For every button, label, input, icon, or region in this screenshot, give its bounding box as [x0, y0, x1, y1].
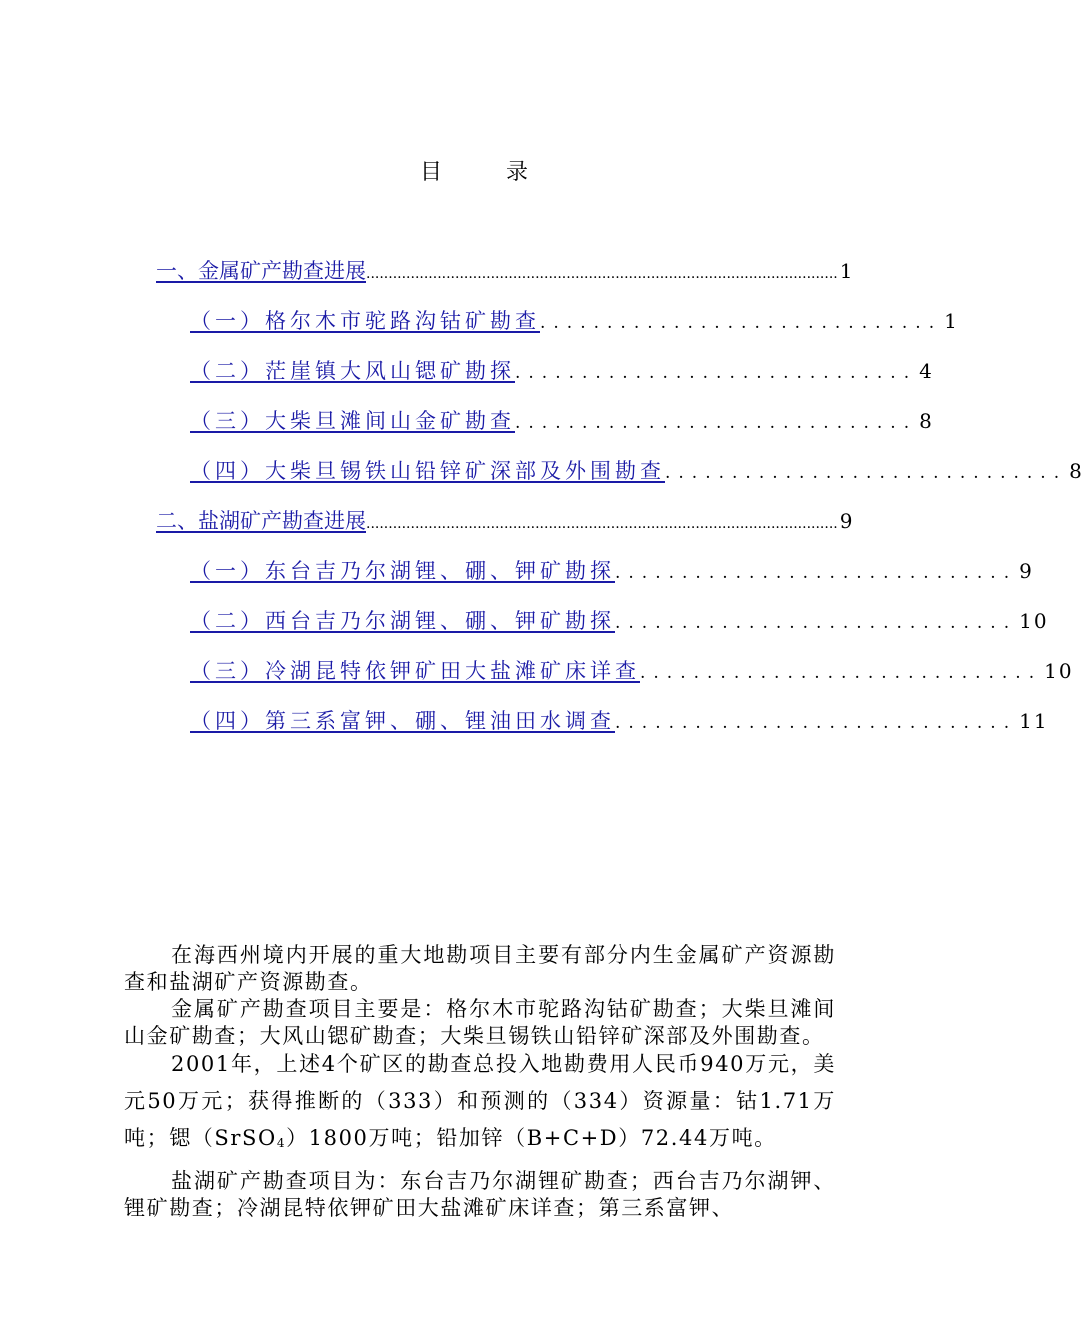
toc-page-number: 4	[919, 359, 934, 383]
toc-page-number: 1	[839, 259, 855, 283]
toc-leader: ..............................	[515, 363, 918, 383]
toc-link[interactable]: （三）大柴旦滩间山金矿勘查	[190, 409, 515, 433]
toc-entry[interactable]	[156, 505, 855, 545]
toc-link[interactable]: （一）格尔木市驼路沟钴矿勘查	[190, 309, 540, 333]
subscript: 4	[276, 1136, 287, 1150]
page-title	[0, 155, 950, 186]
toc-entry[interactable]	[190, 355, 934, 395]
paragraph: 金属矿产勘查项目主要是：格尔木市驼路沟钴矿勘查；大柴旦滩间山金矿勘查；大风山锶矿勘查；大柴旦锡铁山铅锌矿深部及外围勘查。	[124, 997, 836, 1048]
toc-leader: ..............................	[515, 413, 918, 433]
toc-page-number: 9	[839, 509, 855, 533]
toc-link[interactable]: （二）西台吉乃尔湖锂、硼、钾矿勘探	[190, 609, 615, 633]
toc-leader: ..............................	[615, 713, 1018, 733]
toc-link[interactable]: （三）冷湖昆特依钾矿田大盐滩矿床详查	[190, 659, 640, 683]
toc-page-number: 8	[919, 409, 934, 433]
paragraph	[124, 1046, 836, 1162]
toc-leader: ..........................................................................................................	[366, 266, 838, 282]
toc-entry[interactable]	[190, 605, 1049, 645]
toc-page-number: 8	[1069, 459, 1084, 483]
toc-link[interactable]: 一、金属矿产勘查进展	[156, 259, 366, 283]
paragraph: 盐湖矿产勘查项目为：东台吉乃尔湖锂矿勘查；西台吉乃尔湖钾、锂矿勘查；冷湖昆特依钾矿田大盐滩矿床详查；第三系富钾、	[124, 1169, 836, 1220]
paragraph-text: 2001年，上述4个矿区的勘查总投入地勘费用人民币940万元，美元50万元；获得推断的（333）和预测的（334）资源量：钴1.71万吨；锶（SrSO	[124, 1052, 836, 1150]
toc-link[interactable]: （一）东台吉乃尔湖锂、硼、钾矿勘探	[190, 559, 615, 583]
toc-entry[interactable]	[190, 405, 934, 445]
title-part-2: 录	[506, 160, 531, 185]
paragraph: 在海西州境内开展的重大地勘项目主要有部分内生金属矿产资源勘查和盐湖矿产资源勘查。	[124, 943, 836, 994]
toc-leader: ..............................	[615, 563, 1018, 583]
toc-entry[interactable]	[190, 555, 1034, 595]
toc-page-number: 9	[1019, 559, 1034, 583]
toc-page-number: 11	[1019, 709, 1049, 733]
toc-entry[interactable]	[190, 705, 1049, 745]
toc-page-number: 10	[1044, 659, 1074, 683]
toc-link[interactable]: （二）茫崖镇大风山锶矿勘探	[190, 359, 515, 383]
paragraph-text: ）1800万吨；铅加锌（B+C+D）72.44万吨。	[286, 1126, 777, 1150]
toc-leader: ..........................................................................................................	[366, 516, 838, 532]
toc-page-number: 10	[1019, 609, 1049, 633]
toc-leader: ..............................	[615, 613, 1018, 633]
toc-link[interactable]: （四）第三系富钾、硼、锂油田水调查	[190, 709, 615, 733]
toc-leader: ..............................	[640, 663, 1043, 683]
title-part-1: 目	[419, 160, 444, 185]
toc-entry[interactable]	[190, 305, 959, 345]
toc-entry[interactable]	[190, 655, 1074, 695]
body-text	[124, 942, 836, 1222]
toc-link[interactable]: （四）大柴旦锡铁山铅锌矿深部及外围勘查	[190, 459, 665, 483]
toc-leader: ..............................	[665, 463, 1068, 483]
toc-page-number: 1	[944, 309, 959, 333]
toc-link[interactable]: 二、盐湖矿产勘查进展	[156, 509, 366, 533]
toc-entry[interactable]	[190, 455, 1084, 495]
toc-leader: ..............................	[540, 313, 943, 333]
toc-entry[interactable]	[156, 255, 855, 295]
